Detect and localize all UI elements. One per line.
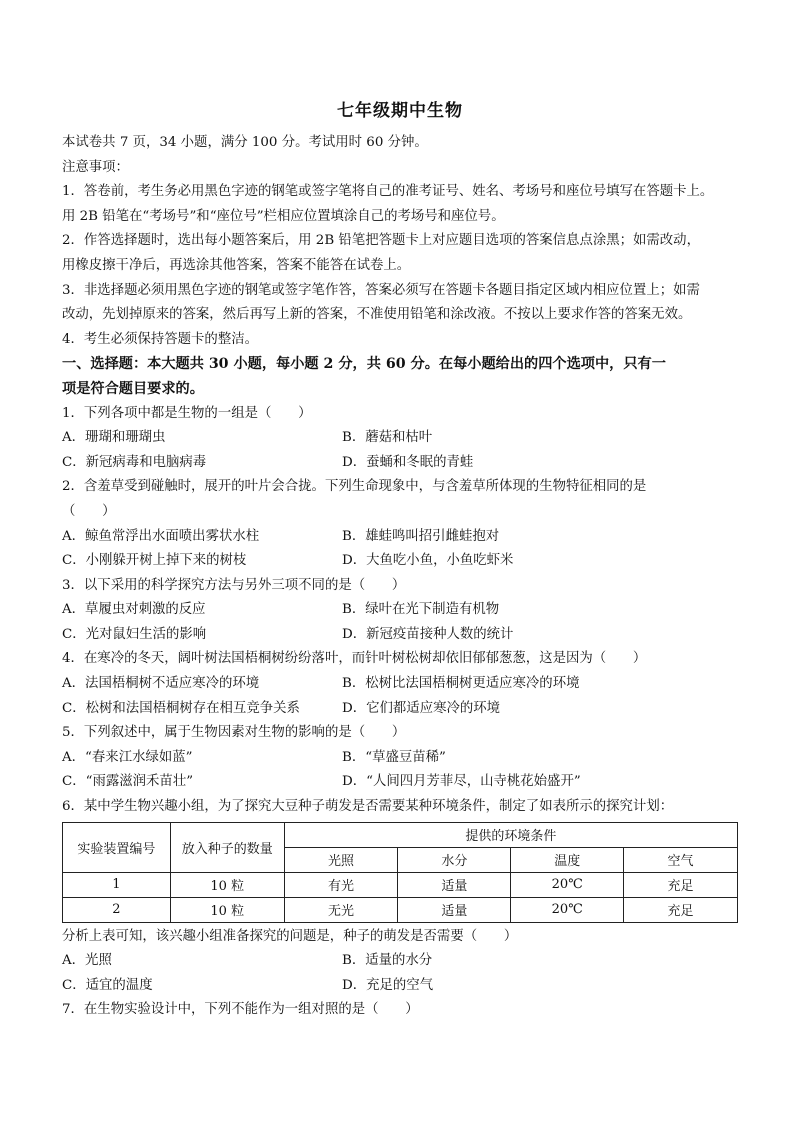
option-c: C．光对鼠妇生活的影响 <box>62 626 207 642</box>
table-cell: 10 粒 <box>170 872 284 897</box>
option-grid <box>62 525 738 574</box>
question-7 <box>62 998 738 1023</box>
option-a: A．法国梧桐树不适应寒冷的环境 <box>62 676 260 692</box>
question-stem: 6．某中学生物兴趣小组，为了探究大豆种子萌发是否需要某种环境条件，制定了如表所示的探究计划： <box>62 799 674 815</box>
option-d: D．充足的空气 <box>342 977 434 993</box>
table-cell: 2 <box>63 897 171 922</box>
question-1 <box>62 402 738 476</box>
option-c: C．新冠病毒和电脑病毒 <box>62 454 207 470</box>
note-line: 用橡皮擦干净后，再选涂其他答案，答案不能答在试卷上。 <box>62 257 411 273</box>
option-grid <box>62 598 738 647</box>
question-stem: 2．含羞草受到碰触时，展开的叶片会合拢。下列生命现象中，与含羞草所体现的生物特征相同的是 <box>62 479 647 495</box>
notes-heading: 注意事项： <box>62 159 129 175</box>
header-conditions: 提供的环境条件 <box>284 822 737 847</box>
question-stem: 4．在寒冷的冬天，阔叶树法国梧桐树纷纷落叶，而针叶树松树却依旧郁郁葱葱，这是因为（ ） <box>62 651 647 667</box>
table-cell: 20℃ <box>511 897 624 922</box>
option-c: C．“雨露滋润禾苗壮” <box>62 774 194 790</box>
section-heading-cont: 项是符合题目要求的。 <box>62 380 204 397</box>
exam-page <box>62 96 738 1023</box>
option-d: D．新冠疫苗接种人数的统计 <box>342 626 514 642</box>
table-cell: 适量 <box>398 897 511 922</box>
option-grid <box>62 746 738 795</box>
table-cell: 充足 <box>624 872 738 897</box>
option-b: B．绿叶在光下制造有机物 <box>342 602 500 618</box>
option-b: B．雄蛙鸣叫招引雌蛙抱对 <box>342 528 500 544</box>
question-3 <box>62 574 738 648</box>
question-stem: 1．下列各项中都是生物的一组是（ ） <box>62 405 312 421</box>
note-line: 用 2B 铅笔在“考场号”和“座位号”栏相应位置填涂自己的考场号和座位号。 <box>62 208 505 224</box>
option-d: D．它们都适应寒冷的环境 <box>342 700 501 716</box>
option-b: B．松树比法国梧桐树更适应寒冷的环境 <box>342 676 580 692</box>
option-a: A．草履虫对刺激的反应 <box>62 602 206 618</box>
header-light: 光照 <box>284 847 398 872</box>
option-d: D．蚕蛹和冬眠的青蛙 <box>342 454 474 470</box>
option-a: A．鲸鱼常浮出水面喷出雾状水柱 <box>62 528 260 544</box>
table-row <box>63 897 738 922</box>
question-5 <box>62 721 738 795</box>
note-line: 2．作答选择题时，选出每小题答案后，用 2B 铅笔把答题卡上对应题目选项的答案信息点涂黑；如需改动， <box>62 233 700 249</box>
option-d: D．大鱼吃小鱼，小鱼吃虾米 <box>342 553 514 569</box>
option-grid <box>62 949 738 998</box>
question-followup: 分析上表可知，该兴趣小组准备探究的问题是，种子的萌发是否需要（ ） <box>62 928 518 944</box>
note-line: 改动，先划掉原来的答案，然后再写上新的答案，不准使用铅笔和涂改液。不按以上要求作答的答案无效。 <box>62 307 692 323</box>
question-2 <box>62 475 738 573</box>
section-heading: 一、选择题：本大题共 30 小题，每小题 2 分，共 60 分。在每小题给出的四个选项中，只有一 <box>62 356 666 373</box>
table-cell: 适量 <box>398 872 511 897</box>
table-cell: 10 粒 <box>170 897 284 922</box>
note-line: 3．非选择题必须用黑色字迹的钢笔或签字笔作答，答案必须写在答题卡各题目指定区域内相应位置上；如需 <box>62 282 700 298</box>
option-b: B．适量的水分 <box>342 953 433 969</box>
question-stem: 3．以下采用的科学探究方法与另外三项不同的是（ ） <box>62 577 406 593</box>
table-cell: 1 <box>63 872 171 897</box>
question-stem: 7．在生物实验设计中，下列不能作为一组对照的是（ ） <box>62 1002 419 1018</box>
header-water: 水分 <box>398 847 511 872</box>
header-air: 空气 <box>624 847 738 872</box>
header-seed-count: 放入种子的数量 <box>170 822 284 872</box>
experiment-table <box>62 822 738 923</box>
option-c: C．小刚躲开树上掉下来的树枝 <box>62 553 247 569</box>
header-temperature: 温度 <box>511 847 624 872</box>
option-grid <box>62 672 738 721</box>
table-cell: 充足 <box>624 897 738 922</box>
option-grid <box>62 426 738 475</box>
option-d: D．“人间四月芳菲尽，山寺桃花始盛开” <box>342 774 581 790</box>
header-device-number: 实验装置编号 <box>63 822 171 872</box>
note-line: 1．答卷前，考生务必用黑色字迹的钢笔或签字笔将自己的准考证号、姓名、考场号和座位号填写在答题卡上。 <box>62 184 714 200</box>
option-c: C．适宜的温度 <box>62 977 153 993</box>
table-cell: 20℃ <box>511 872 624 897</box>
table-cell: 有光 <box>284 872 398 897</box>
table-cell: 无光 <box>284 897 398 922</box>
option-a: A．光照 <box>62 953 112 969</box>
question-stem-cont: （ ） <box>62 503 116 519</box>
intro-text: 本试卷共 7 页，34 小题，满分 100 分。考试用时 60 分钟。 <box>62 135 428 150</box>
note-line: 4．考生必须保持答题卡的整洁。 <box>62 331 258 347</box>
option-b: B．“草盛豆苗稀” <box>342 749 446 765</box>
table-row <box>63 872 738 897</box>
exam-title: 七年级期中生物 <box>337 101 463 121</box>
question-stem: 5．下列叙述中，属于生物因素对生物的影响的是（ ） <box>62 725 406 741</box>
option-b: B．蘑菇和枯叶 <box>342 430 433 446</box>
question-4 <box>62 647 738 721</box>
option-a: A．珊瑚和珊瑚虫 <box>62 430 166 446</box>
option-c: C．松树和法国梧桐树存在相互竞争关系 <box>62 700 300 716</box>
option-a: A．“春来江水绿如蓝” <box>62 749 193 765</box>
question-6 <box>62 795 738 998</box>
